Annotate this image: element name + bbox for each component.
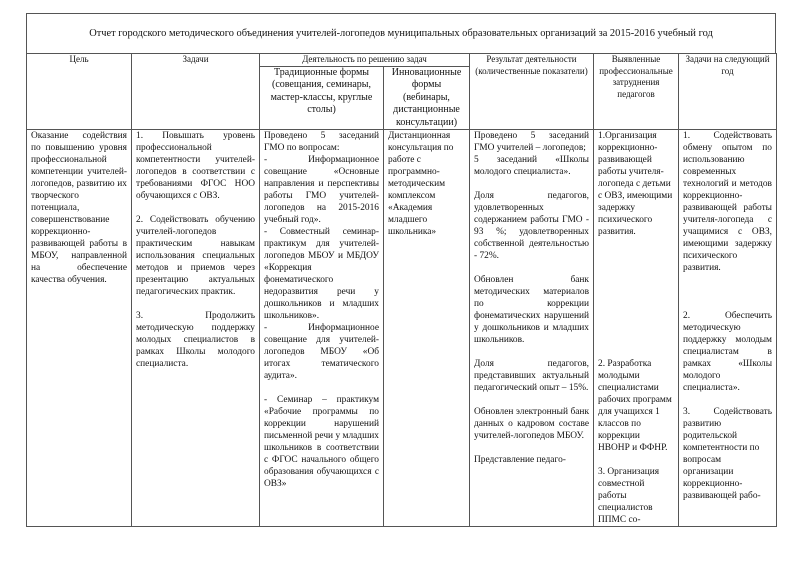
header-activity-traditional: Традиционные формы (совещания, семинары, мастер-классы, круглые столы) bbox=[260, 66, 384, 130]
cell-traditional bbox=[260, 130, 384, 527]
cell-innovative bbox=[384, 130, 470, 527]
traditional-intro: Проведено 5 заседаний ГМО по вопросам: bbox=[264, 131, 379, 153]
header-difficulties: Выявленные профессиональные затруднения педагогов bbox=[594, 54, 679, 130]
report-title-text: Отчет городского методического объединения учителей-логопедов муниципальных образовательных организаций за 2015-2016 учебный год bbox=[89, 28, 713, 39]
difficulty-item-2: 2. Разработка молодыми специалистами рабочих программ для учащихся 1 классов по коррекции НВОНР и ФФНР. bbox=[598, 359, 672, 453]
cell-goal bbox=[27, 130, 132, 527]
task-item-1: 1. Повышать уровень профессиональной компетентности учителей-логопедов в соответствии с требованиями ФГОС НОО обучающихся с ОВЗ. bbox=[136, 131, 255, 201]
result-item-3: Доля педагогов, удовлетворенных содержанием работы ГМО - 93 %; удовлетворенных собственной деятельностью - 72%. bbox=[474, 191, 589, 261]
report-title bbox=[26, 13, 776, 53]
result-item-1: Проведено 5 заседаний ГМО учителей – логопедов; bbox=[474, 131, 589, 153]
next-year-item-3: 3. Содействовать развитию родительской компетентности по bbox=[683, 407, 772, 453]
difficulty-item-1-cont: с ОВЗ, имеющими задержку психического развития. bbox=[598, 191, 673, 237]
result-item-4: Обновлен банк методических материалов по коррекции фонематических нарушений у дошкольников и младших школьников. bbox=[474, 275, 589, 345]
report-table bbox=[26, 53, 777, 527]
table-row bbox=[27, 130, 777, 527]
header-row-1 bbox=[27, 54, 777, 67]
traditional-item-2: - Совместный семинар-практикум для учителей-логопедов МБОУ и МБДОУ «Коррекция фонематического недоразвития речи у дошкольников и младших школьников». bbox=[264, 227, 379, 321]
header-activity: Деятельность по решению задач bbox=[260, 54, 470, 67]
traditional-item-1: - Информационное совещание «Основные направления и перспективы работы ГМО учителей-логопедов на 2015-2016 учебный год». bbox=[264, 155, 379, 225]
result-item-5: Доля педагогов, представивших актуальный педагогический опыт – 15%. bbox=[474, 359, 589, 393]
report-page bbox=[26, 13, 776, 527]
task-item-2: 2. Содействовать обучению учителей-логопедов практическим навыкам использования специальных методов и приемов через презентацию актуальных педагогических практик. bbox=[136, 215, 255, 297]
cell-tasks bbox=[132, 130, 260, 527]
traditional-item-4: - Семинар – практикум «Рабочие программы по коррекции нарушений письменной речи у младших школьников в соответствии с ФГОС начального общего образования обучающихся с ОВЗ» bbox=[264, 395, 379, 489]
difficulty-item-3: 3. Организация совместной работы специалистов ППМС со- bbox=[598, 467, 660, 525]
innovative-text: Дистанционная консультация по работе с программно-методическим комплексом «Академия младшего школьника» bbox=[388, 131, 454, 237]
result-item-6: Обновлен электронный банк данных о кадровом составе учителей-логопедов МБОУ. bbox=[474, 407, 589, 441]
cell-difficulties bbox=[594, 130, 679, 527]
cell-next-year bbox=[679, 130, 777, 527]
difficulty-item-1: 1.Организация коррекционно-развивающей работы учителя-логопеда с детьми bbox=[598, 131, 671, 189]
next-year-item-2: 2. Обеспечить методическую поддержку молодым специалистам в рамках «Школы молодого специалиста». bbox=[683, 311, 772, 393]
next-year-item-3-cont: вопросам организации коррекционно-развивающей рабо- bbox=[683, 455, 761, 501]
traditional-item-3: - Информационное совещание для учителей-логопедов МБОУ «Об итогах тематического аудита». bbox=[264, 323, 379, 381]
header-tasks: Задачи bbox=[132, 54, 260, 130]
task-item-3: 3. Продолжить методическую поддержку молодых специалистов в рамках Школы молодого специалиста. bbox=[136, 311, 255, 369]
goal-text: Оказание содействия по повышению уровня профессиональной компетенции учителей-логопедов, развитию их творческого потенциала, совершенствование коррекционно-развивающей работы в МБОУ, направленной на обеспечение качества обучения. bbox=[31, 131, 127, 285]
cell-result bbox=[470, 130, 594, 527]
header-next-year: Задачи на следующий год bbox=[679, 54, 777, 130]
header-activity-innovative: Инновационные формы (вебинары, дистанционные консультации) bbox=[384, 66, 470, 130]
header-goal: Цель bbox=[27, 54, 132, 130]
next-year-item-1: 1. Содействовать обмену опытом по использованию современных технологий и методов коррекционно-развивающей работы учителя-логопеда с учащимися с ОВЗ, имеющими задержку психического развития. bbox=[683, 131, 772, 273]
result-item-7: Представление педаго- bbox=[474, 455, 566, 465]
result-item-2: 5 заседаний «Школы молодого специалиста». bbox=[474, 155, 589, 177]
header-result: Результат деятельности (количественные показатели) bbox=[470, 54, 594, 130]
